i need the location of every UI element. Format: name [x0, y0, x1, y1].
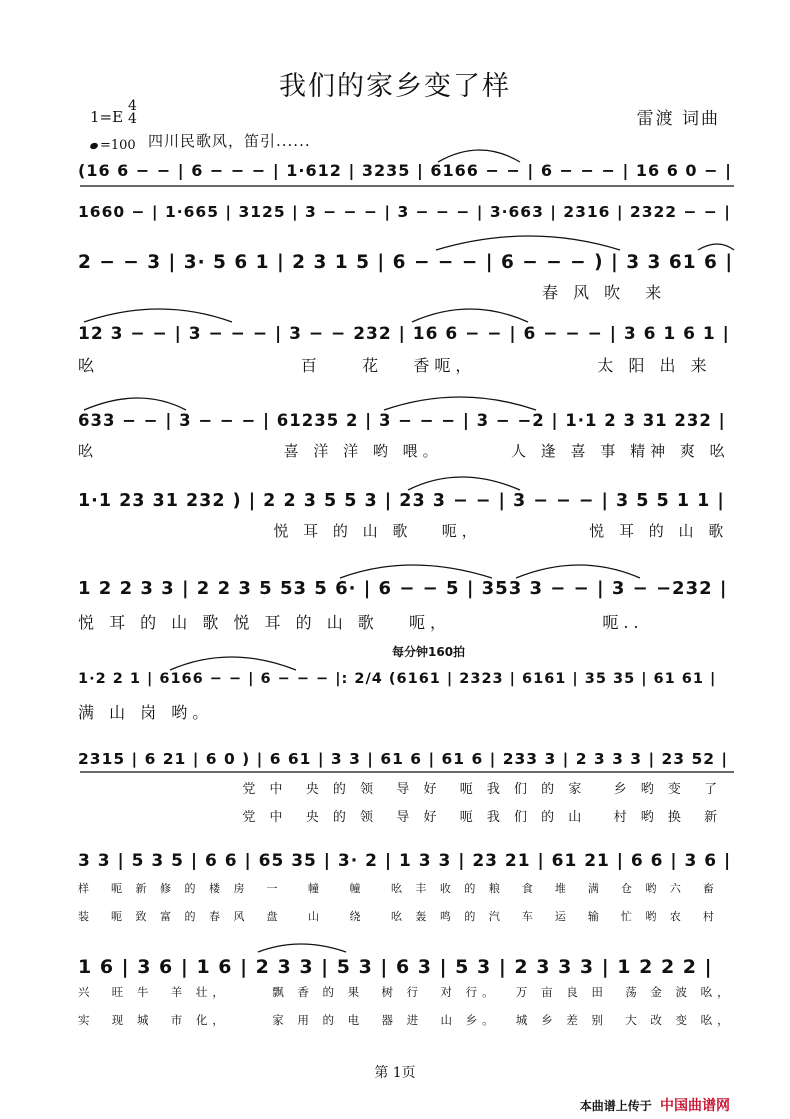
slur-arc	[436, 236, 620, 250]
lyric-line: 春 风 吹 来	[78, 283, 667, 302]
notation-row: 12 3 − − | 3 − − − | 3 − − 232 | 16 6 − − | 6 − − − | 3 6 1 6 1 |	[78, 324, 730, 344]
time-sig-bottom: 4	[128, 111, 137, 127]
lyric-line: 悦 耳 的 山 歌 呃， 悦 耳 的 山 歌	[78, 522, 729, 540]
page-title: 我们的家乡变了样	[279, 71, 511, 102]
notation-row: 1660 − | 1·665 | 3125 | 3 − − − | 3 − − − | 3·663 | 2316 | 2322 − − |	[78, 203, 731, 221]
slur-arc	[84, 398, 186, 410]
tempo-value: =100	[100, 138, 136, 153]
lyric-line: 党 中 央 的 领 导 好 呃 我 们 的 山 村 哟 换 新	[78, 810, 723, 825]
page-number: 第 1页	[374, 1065, 416, 1081]
footer-text: 本曲谱上传于	[579, 1099, 652, 1113]
notation-row: 2 − − 3 | 3· 5 6 1 | 2 3 1 5 | 6 − − − | 6 − − − ) | 3 3 61 6 |	[78, 252, 734, 273]
notation-row: 1·2 2 1 | 6166 − − | 6 − − − |: 2/4 (6161 | 2323 | 6161 | 35 35 | 61 61 |	[78, 671, 717, 687]
lyric-line: 吆 百 花 香呃， 太 阳 出 来	[78, 356, 712, 375]
lyric-line: 装 呃 致 富 的 春 风 盘 山 绕 吆 轰 鸣 的 汽 车 运 输 忙 哟 农 村	[78, 910, 719, 923]
notation-row: 1 2 2 3 3 | 2 2 3 5 53 5 6· | 6 − − 5 | 353 3 − − | 3 − −232 |	[78, 578, 728, 599]
lyric-line: 悦 耳 的 山 歌 悦 耳 的 山 歌 呃， 呃..	[78, 613, 644, 632]
slur-arc	[408, 477, 520, 490]
lyric-line: 实 现 城 市 化， 家 用 的 电 器 进 山 乡。 城 乡 差 别 大 改 变 吆，	[78, 1013, 734, 1027]
notation-row: (16 6 − − | 6 − − − | 1·612 | 3235 | 6166 − − | 6 − − − | 16 6 0 − |	[78, 161, 732, 180]
key-label: 1=E	[90, 108, 124, 126]
lyric-line: 样 呃 新 修 的 楼 房 一 幢 幢 吆 丰 收 的 粮 食 堆 满 仓 哟 六 畜	[78, 882, 719, 895]
notation-row: 2315 | 6 21 | 6 0 ) | 6 61 | 3 3 | 61 6 | 61 6 | 233 3 | 2 3 3 3 | 23 52 |	[78, 750, 729, 768]
notation-row: 1·1 23 31 232 ) | 2 2 3 5 5 3 | 23 3 − − | 3 − − − | 3 5 5 1 1 |	[78, 491, 725, 511]
style-note: 四川民歌风，笛引......	[148, 132, 311, 150]
lyric-line: 兴 旺 牛 羊 壮， 飘 香 的 果 树 行 对 行。 万 亩 良 田 荡 金 波 吆，	[78, 985, 734, 999]
notation-row: 1 6 | 3 6 | 1 6 | 2 3 3 | 5 3 | 6 3 | 5 3 | 2 3 3 3 | 1 2 2 2 |	[78, 956, 713, 978]
lyric-line: 吆 喜 洋 洋 哟 喂。 人 逢 喜 事 精神 爽 吆	[78, 442, 730, 460]
slur-arc	[516, 565, 640, 578]
slur-arc	[384, 397, 536, 410]
lyric-line: 党 中 央 的 领 导 好 呃 我 们 的 家 乡 哟 变 了	[78, 782, 723, 797]
lyric-line: 满 山 岗 哟。	[78, 703, 214, 722]
slur-arc	[84, 309, 232, 322]
notation-row: 633 − − | 3 − − − | 61235 2 | 3 − − − | 3 − −2 | 1·1 2 3 31 232 |	[78, 411, 726, 430]
notation-row: 3 3 | 5 3 5 | 6 6 | 65 35 | 3· 2 | 1 3 3 | 23 21 | 61 21 | 6 6 | 3 6 |	[78, 851, 732, 871]
time-sig-top: 4	[128, 98, 137, 114]
slur-arc	[412, 309, 528, 322]
slur-arc	[438, 150, 520, 162]
composer-credit: 雷渡 词曲	[636, 109, 720, 129]
speed-change: 每分钟160拍	[392, 645, 466, 659]
slur-arc	[170, 657, 296, 670]
site-logo: 中国曲谱网	[660, 1098, 730, 1114]
slur-arc	[340, 565, 492, 578]
slur-arc	[258, 944, 346, 952]
slur-arc	[698, 244, 734, 250]
